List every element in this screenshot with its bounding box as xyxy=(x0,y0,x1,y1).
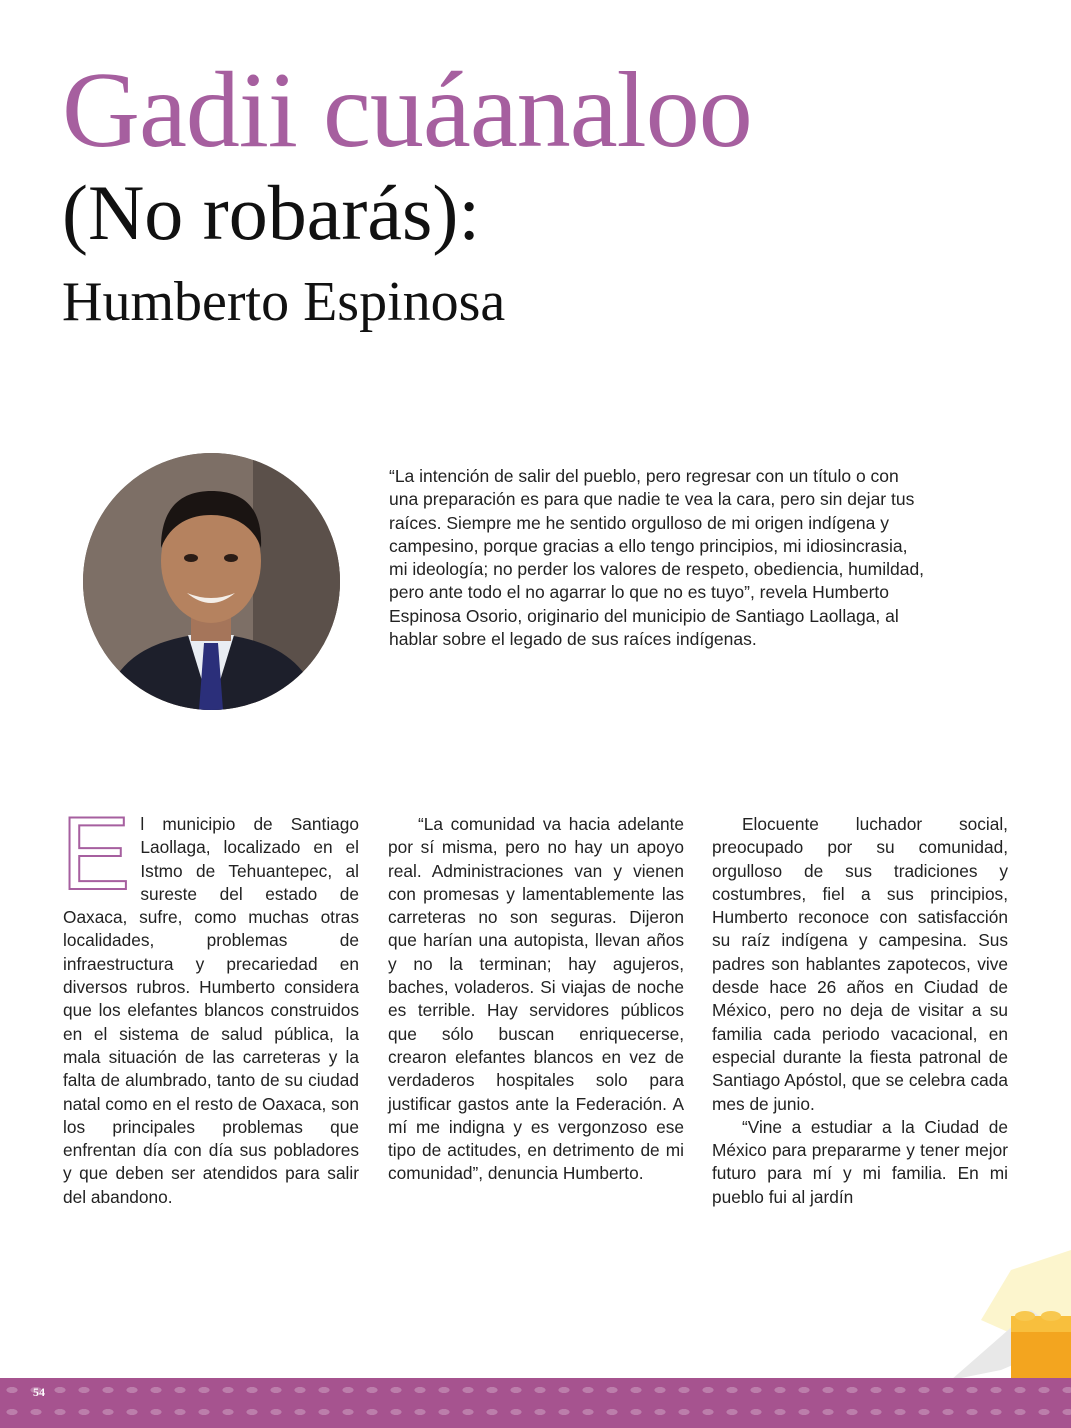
portrait-photo-icon xyxy=(83,453,340,710)
article-paragraph: l municipio de Santiago Laollaga, localizado en el Istmo de Tehuantepec, al sureste del estado de Oaxaca, sufre, como muchas otras localidades, problemas de infraestructura y precariedad en diversos rubros. Humberto considera que los elefantes blancos construidos en el sistema de salud pública, la mala situación de las carreteras y la falta de alumbrado, tanto de su ciudad natal como en el resto de Oaxaca, son los principales problemas que enfrentan día con día sus pobladores y que deben ser atendidos para salir del abandono. xyxy=(63,814,359,1207)
drop-cap: E xyxy=(61,796,131,912)
article-column-3 xyxy=(712,813,1008,1209)
article-column-1 xyxy=(61,796,359,1209)
article-title: Gadii cuáanaloo xyxy=(62,51,752,170)
article-paragraph: Elocuente luchador social, preocupado por su comunidad, orgulloso de sus tradiciones y costumbres, fiel a sus principios, Humberto reconoce con satisfacción su raíz indígena y campesina. Sus padres son hablantes zapotecos, vive desde hace 26 años en Ciudad de México, pero no deja de visitar a su familia cada periodo vacacional, en especial durante la fiesta patronal de Santiago Apóstol, que se celebra cada mes de junio. xyxy=(712,814,1008,1114)
footer-band xyxy=(0,1378,1071,1428)
article-paragraph: “Vine a estudiar a la Ciudad de México para prepararme y tener mejor futuro para mí y mi familia. En mi pueblo fui al jardín xyxy=(712,1116,1008,1207)
portrait-photo xyxy=(83,453,340,710)
article-author: Humberto Espinosa xyxy=(62,271,506,333)
pull-quote: “La intención de salir del pueblo, pero regresar con un título o con una preparación es para que nadie te vea la cara, pero sin dejar tus raíces. Siempre me he sentido orgulloso de mi origen indígena y campesino, porque gracias a ello tengo principios, mi idiosincrasia, mi ideología; no perder los valores de respeto, obediencia, humildad, pero ante todo el no agarrar lo que no es tuyo”, revela Humberto Espinosa Osorio, originario del municipio de Santiago Laollaga, al hablar sobre el legado de sus raíces indígenas. xyxy=(389,466,925,650)
page-number: 54 xyxy=(33,1385,45,1399)
article-paragraph: “La comunidad va hacia adelante por sí misma, pero no hay un apoyo real. Administraciones van y vienen con promesas y lamentablemente las carreteras no son seguras. Dijeron que harían una autopista, llevan años y no la terminan; hay agujeros, baches, voladeros. Si viajas de noche es terrible. Hay servidores públicos que sólo buscan enriquecerse, crearon elefantes blancos en vez de verdaderos hospitales solo para justificar gastos ante la Federación. A mí me indigna y es vergonzoso ese tipo de actitudes, en detrimento de mi comunidad”, denuncia Humberto. xyxy=(388,814,684,1184)
article-subtitle: (No robarás): xyxy=(62,169,480,256)
article-column-2 xyxy=(388,813,684,1186)
